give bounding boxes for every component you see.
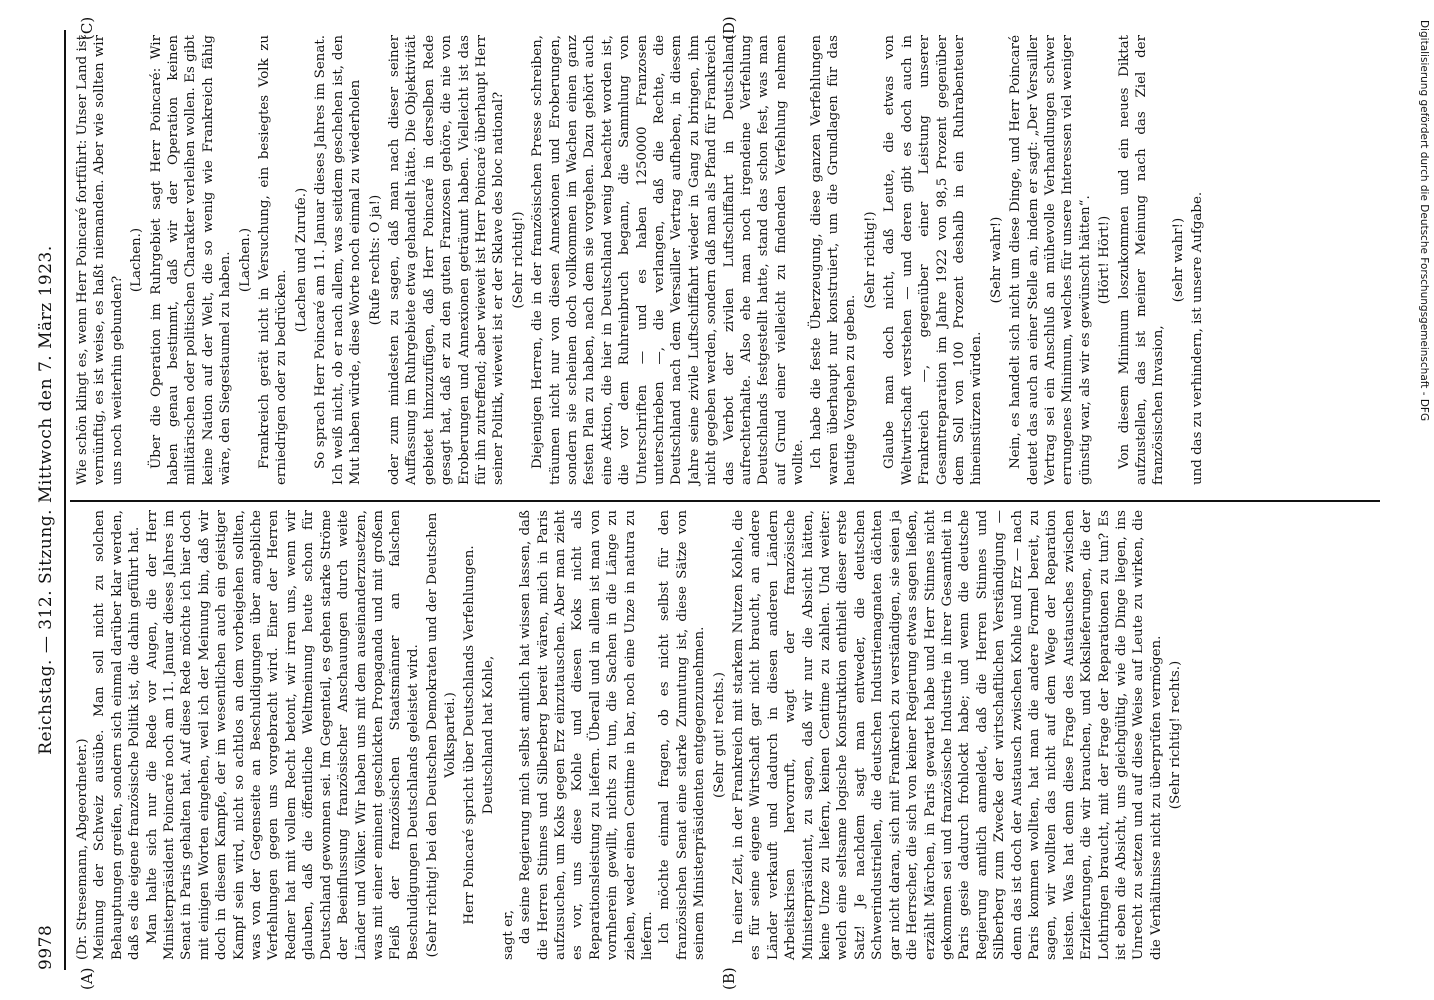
paragraph: So sprach Herr Poincaré am 11. Januar dieses Jahres im Senat. Ich weiß nicht, ob er nach allem, was seitdem geschehen ist, den Mut haben würde, diese Worte noch einmal zu wiederholen bbox=[313, 35, 364, 485]
header-rule bbox=[64, 30, 66, 970]
interjection: (Sehr wahr!) bbox=[988, 216, 1004, 304]
speaker-line: (Dr. Stresemann, Abgeordneter.) bbox=[75, 738, 90, 960]
paragraph: Herr Poincaré spricht über Deutschlands Verfehlungen. bbox=[461, 545, 477, 925]
digitization-credit bbox=[1418, 20, 1430, 980]
left-column bbox=[74, 510, 1187, 960]
paragraph: Ich möchte einmal fragen, ob es nicht selbst für den französischen Senat eine starke Zumutung ist, diese Sätze von seinem Ministerpräsidenten entgegenzunehmen. bbox=[657, 510, 708, 960]
paragraph: Glaube man doch nicht, daß Leute, die etwas von Weltwirtschaft verstehen — und deren gibt es doch auch in Frankreich —, gegenüber einer Leistung unserer Gesamtreparation im Jahre 1922 von 98,5 Prozent gegenüber dem Soll von 100 Prozent deshalb in ein Ruhrabenteuer hineinstürzen würden. bbox=[882, 35, 985, 485]
paragraph: oder zum mindesten zu sagen, daß man nach dieser seiner Auffassung im Ruhrgebiete etwa gehandelt hätte. Die Objektivität gebietet hinzuzufügen, daß Herr Poincaré in derselben Rede gesagt hat, daß er zu den guten Franzosen gehöre, die nie von Eroberungen und Annexionen geträumt haben. Vielleicht ist das für ihn zutreffend; aber wieweit ist Herr Poincaré überhaupt Herr seiner Politik, wieweit ist er der Sklave des bloc national? bbox=[386, 35, 507, 485]
paragraph: Diejenigen Herren, die in der französischen Presse schreiben, träumen nicht nur von diesen Annexionen und Eroberungen, sondern sie scheinen doch vollkommen im Wachen einen ganz festen Plan zu haben, nach dem sie vorgehen. Dazu gehört auch eine Aktion, die hier in Deutschland wenig beachtet worden ist, die vor dem Ruhreinbruch begann, die Sammlung von Unterschriften — und es haben 1250000 Franzosen unterschrieben —, die verlangen, daß die Rechte, die Deutschland nach dem Versailler Vertrag aufheben, in diesem Jahre seine zivile Luftschiffahrt wieder in Gang zu bringen, ihm nicht gegeben werden, sondern daß man als Pfand für Frankreich das Verbot der zivilen Luftschiffahrt in Deutschland aufrechterhalte. Also ehe man noch irgendeine Verfehlung Deutschlands festgestellt hatte, stand das schon fest, was man auf Grund einer vielleicht zu findenden Verfehlung nehmen wollte. bbox=[530, 35, 807, 485]
interjection: (Rufe rechts: O ja!) bbox=[367, 194, 383, 326]
interjection: (Sehr richtig!) bbox=[862, 211, 878, 309]
paragraph: Man halte sich nur die Rede vor Augen, die der Herr Ministerpräsident Poincaré noch am 11. Januar dieses Jahres im Senat in Paris gehalten hat. Auf diese Rede möchte ich hier doch mit einigen Worten eingehen, weil ich der Meinung bin, daß wir doch in diesem Kampfe, der im wesentlichen auch ein geistiger Kampf sein wird, nicht so achtlos an dem vorbeigehen sollten, was von der Gegenseite an Beschuldigungen über angebliche Verfehlungen gegen uns vorgebracht wird. Einer der Herren Redner hat mit vollem Recht betont, wir irren uns, wenn wir glauben, daß die öffentliche Weltmeinung heute schon für Deutschland gewonnen sei. Im Gegenteil, es gehen starke Ströme der Beeinflussung französischer Anschauungen durch weite Länder und Völker. Wir haben uns mit dem auseinanderzusetzen, was mit einer eminent geschickten Propaganda und mit großem Fleiß der französischen Staatsmänner an falschen Beschuldigungen Deutschlands geleistet wird. bbox=[144, 510, 421, 960]
page-header bbox=[36, 30, 60, 970]
paragraph: Wie schön klingt es, wenn Herr Poincaré fortführt: Unser Land ist vernünftig, es ist weise, es haßt niemanden. Aber wie sollten wir uns noch weiterhin gebunden? bbox=[75, 35, 125, 485]
paragraph: Nein, es handelt sich nicht um diese Dinge, und Herr Poincaré deutet das auch an einer Stelle an, indem er sagt: „Der Versailler Vertrag sei ein Anschluß an mühevolle Verhandlungen schwer errungenes Minimum, welches für unsere Interessen viel weniger günstig war, als wir es gewünscht hätten“. bbox=[1008, 35, 1093, 485]
page-running-title: Reichstag. — 312. Sitzung. Mittwoch den 7. März 1923. bbox=[36, 245, 56, 755]
paragraph: Ich habe die feste Überzeugung, diese ganzen Verfehlungen waren überhaupt nur konstruiert, um die Grundlagen für das heutige Vorgehen zu geben. bbox=[808, 35, 859, 485]
margin-marker-b: (B) bbox=[720, 967, 738, 990]
credit-text: Digitalisierung gefördert durch die Deutsche Forschungsgemeinschaft - DFG bbox=[1418, 20, 1430, 422]
interjection: (Sehr gut! rechts.) bbox=[711, 672, 727, 799]
interjection: (Sehr richtig! bei den Deutschen Demokraten und der Deutschen Volkspartei.) bbox=[425, 512, 458, 958]
right-column bbox=[74, 35, 1207, 485]
interjection: (Lachen.) bbox=[129, 227, 145, 293]
column-divider bbox=[70, 500, 1380, 502]
margin-marker-d: (D) bbox=[720, 16, 738, 40]
page-number: 9978 bbox=[36, 924, 56, 970]
interjection: (Lachen.) bbox=[237, 227, 253, 293]
paragraph: Meinung der Schweiz ausübe. Man soll nicht zu solchen Behauptungen greifen, sondern sich einmal darüber klar werden, daß es die eigene französische Politik ist, die dahin geführt hat. bbox=[92, 510, 143, 960]
paragraph: und das zu verhindern, ist unsere Aufgabe. bbox=[1190, 191, 1206, 485]
paragraph: Über die Operation im Ruhrgebiet sagt Herr Poincaré: Wir haben genau bestimmt, daß wir der Operation keinen militärischen oder politischen Charakter verleihen wollen. Es gibt keine Nation auf der Welt, die so wenig wie Frankreich fähig wäre, den Siegestaumel zu haben. bbox=[148, 35, 234, 485]
interjection: (Lachen und Zurufe.) bbox=[293, 187, 309, 333]
interjection: (sehr wahr!) bbox=[1170, 217, 1186, 303]
margin-marker-c: (C) bbox=[78, 16, 96, 40]
paragraph: In einer Zeit, in der Frankreich mit starkem Nutzen Kohle, die es für seine eigene Wirtschaft gar nicht braucht, an andere Länder verkauft und dadurch in diesen anderen Ländern Arbeitskrisen hervorruft, wagt der französische Ministerpräsident, zu sagen, daß wir nur die Absicht hätten, keine Unze zu liefern, keinen Centime zu zahlen. Und weiter: welch eine seltsame logische Konstruktion enthielt dieser erste Satz! Je nachdem sagt man entweder, die deutschen Schwerindustriellen, die deutschen Industriemagnaten dächten gar nicht daran, sich mit Frankreich zu verständigen, sie seien ja die Herrscher, die sich von keiner Regierung etwas sagen ließen, erzählt Märchen, in Paris gewartet habe und Herr Stinnes nicht gekommen sei und französische Industrie in ihrer Gesamtheit in Paris gesie dadurch frohlockt habe; und wenn die deutsche Regierung amtlich anmeldet, daß die Herren Stinnes und Silberberg zum Zwecke der wirtschaftlichen Verständigung — denn das ist doch der Austausch zwischen Kohle und Erz — nach Paris kommen wollten, hat man die andere Formel bereit, zu sagen, wir wollten das nicht auf dem Wege der Reparation leisten. Was hat denn diese Frage des Austausches zwischen Erzlieferungen, die wir brauchen, und Kokslieferungen, die der Lothringen braucht, mit der Frage der Reparationen zu tun? Es ist eben die Absicht, uns gleichgültig, wie die Dinge liegen, ins Unrecht zu setzen und auf diese Weise auf Leute zu wirken, die die Verhältnisse nicht zu überprüfen vermögen. bbox=[731, 510, 1164, 960]
paragraph: Von diesem Minimum loszukommen und ein neues Diktat aufzustellen, das ist meiner Meinung nach das Ziel der französischen Invasion, bbox=[1116, 35, 1167, 485]
paragraph: sagt er, bbox=[500, 909, 516, 960]
interjection: (Hört! Hört!) bbox=[1097, 215, 1113, 305]
quote: da seine Regierung mich selbst amtlich hat wissen lassen, daß die Herren Stinnes und Silberberg bereit wären, mich in Paris aufzusuchen, um Koks gegen Erz einzutauschen. Aber man zieht es vor, uns diese Kohle und diesen Koks nicht als Reparationsleistung zu liefern. Überall und in allem ist man von vornherein gewillt, nichts zu tun, die Sachen in die Länge zu ziehen, weder einen Centime in bar, noch eine Unze in natura zu liefern. bbox=[518, 510, 655, 960]
interjection: (Sehr richtig!) bbox=[510, 211, 526, 309]
paragraph: Deutschland hat Kohle, bbox=[481, 655, 497, 815]
margin-marker-a: (A) bbox=[78, 967, 96, 990]
paragraph: Frankreich gerät nicht in Versuchung, ein besiegtes Volk zu erniedrigen oder zu bedrücken. bbox=[257, 35, 290, 485]
interjection: (Sehr richtig! rechts.) bbox=[1168, 660, 1184, 810]
